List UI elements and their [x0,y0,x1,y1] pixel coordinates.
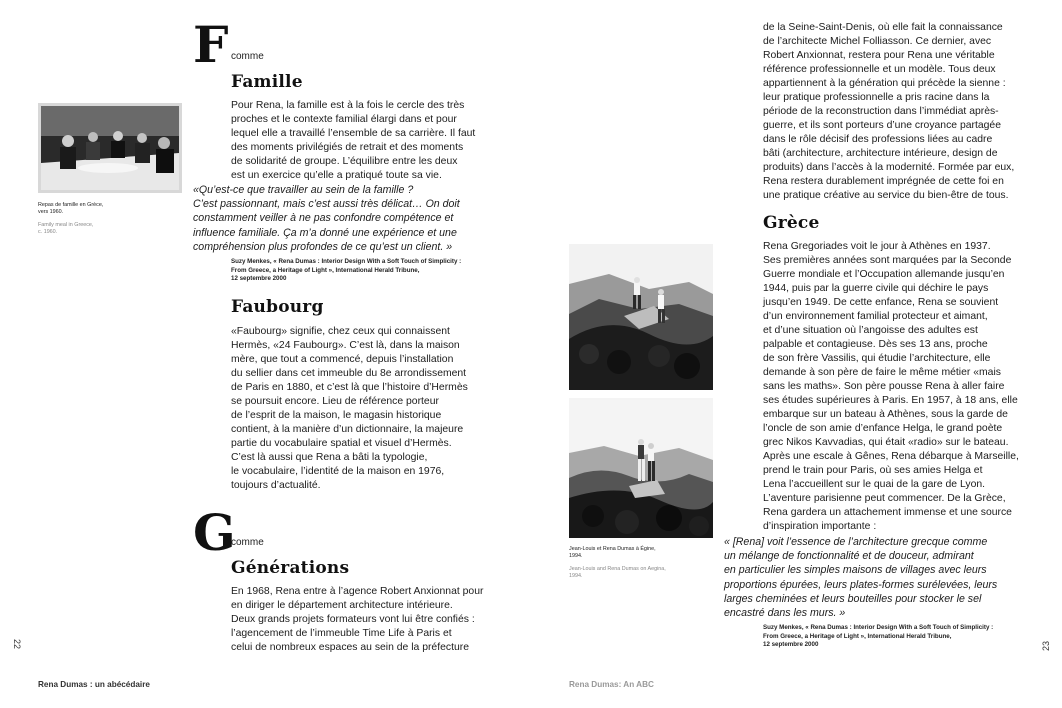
aegina-photo-caption-fr: Jean-Louis et Rena Dumas à Égine, 1994. [569,546,656,560]
letter-f: F [193,15,229,74]
comme-g: comme [231,537,264,548]
famille-text: Pour Rena, la famille est à la fois le cercle des très proches et le contexte familial élargi dans et pour lequel elle a travaillé l’ensemble de sa carrière. Il faut des moments privilégiés de retrait et des moments de solidarité de groupe. L’équilibre entre les deux est un exercice qu’elle a pratiqué toute sa vie. [231,100,476,181]
family-meal-photo [38,103,182,193]
right-page [531,0,1062,708]
aegina-photo-caption-en: Jean-Louis and Rena Dumas on Aegina, 1994. [569,566,666,580]
aegina-photo-top [569,244,713,390]
grece-quote: « [Rena] voit l’essence de l’architecture grecque comme un mélange de fonctionnalité et de douceur, admirant en particulier les simples maisons de villages avec leurs proportions épurées, leurs plates-formes surélevées, leurs larges cheminées et leurs bouteilles pour stocker le sel encastré dans les murs. » [724,536,998,620]
faubourg-heading: Faubourg [231,297,324,317]
generations-text: En 1968, Rena entre à l’agence Robert Anxionnat pour en diriger le département architecture intérieure. Deux grands projets formateurs vont lui être confiés : l’agencement de l’immeuble Time Life à Paris et celui de nombreux espaces au sein de la préfecture [231,586,484,653]
generations-heading: Générations [231,558,350,578]
page-number-right: 23 [1041,640,1051,651]
famille-quote-source: Suzy Menkes, « Rena Dumas : Interior Design With a Soft Touch of Simplicity : From Greece, a Heritage of Light », International Herald Tribune, 12 septembre 2000 [231,258,462,283]
faubourg-text: «Faubourg» signifie, chez ceux qui connaissent Hermès, «24 Faubourg». C’est là, dans la maison mère, que tout a commencé, depuis l’installation du sellier dans cet immeuble du 8e arrondissement de Paris en 1880, et c’est là que l’histoire d’Hermès se poursuit encore. Lieu de référence porteur de l’esprit de la maison, le magasin historique contient, à la manière d’un dictionnaire, la majeure partie du vocabulaire spatial et visuel d’Hermès. C’est là aussi que Rena a bâti la typologie, le vocabulaire, l’identité de la maison en 1976, toujours d’actualité. [231,326,468,491]
aegina-photo-bottom [569,398,713,538]
famille-quote: «Qu’est-ce que travailler au sein de la famille ? C’est passionnant, mais c’est aussi très délicat… On doit constamment veiller à ne pas confondre compétence et influence familiale. Ça m’a donné une expérience et une compréhension plus profondes de ce qu’est un client. » [193,184,460,253]
footer-right: Rena Dumas: An ABC [569,680,654,689]
grece-quote-source: Suzy Menkes, « Rena Dumas : Interior Design With a Soft Touch of Simplicity : From Greece, a Heritage of Light », International Herald Tribune, 12 septembre 2000 [763,624,994,649]
footer-left: Rena Dumas : un abécédaire [38,680,150,689]
letter-g: G [193,503,236,562]
family-photo-caption-en: Family meal in Greece, c. 1960. [38,222,94,236]
famille-heading: Famille [231,72,303,92]
grece-text: Rena Gregoriades voit le jour à Athènes en 1937. Ses premières années sont marquées par la Seconde Guerre mondiale et l’Occupation allemande jusqu’en 1944, puis par la guerre civile qui déchire le pays jusqu’en 1949. De cette enfance, Rena se souvient d’un environnement familial protecteur et aimant, et d’une situation où l’angoisse des adultes est palpable et contagieuse. Dès ses 13 ans, proche de son frère Vassilis, qui étudie l’architecture, elle demande à son père de faire le même métier «mais sans les maths». Son père pousse Rena à aller faire ses études supérieures à Paris. En 1957, à 18 ans, elle embarque sur un bateau à Athènes, sous la garde de l’oncle de son amie d’enfance Helga, le grand poète grec Nikos Kavvadias, qui était «radio» sur le bateau. Après une escale à Gênes, Rena débarque à Marseille, prend le train pour Paris, où ses amies Helga et Lena l’accueillent sur le quai de la gare de Lyon. L’aventure parisienne peut commencer. De la Grèce, Rena gardera un attachement immense et une source d’inspiration importante : [763,241,1019,532]
family-photo-caption-fr: Repas de famille en Grèce, vers 1960. [38,202,104,216]
comme-f: comme [231,51,264,62]
page-number-left: 22 [12,639,22,650]
grece-heading: Grèce [763,213,820,233]
generations-continued-text: de la Seine-Saint-Denis, où elle fait la connaissance de l’architecte Michel Folliasson. Ce dernier, avec Robert Anxionnat, restera pour Rena une véritable référence professionnelle et un modèle. Tous deux appartiennent à la génération qui précède la sienne : leur pratique professionnelle a pris racine dans la période de la reconstruction dans l’immédiat après- guerre, et ils sont porteurs d’une croyance partagée dans le rôle décisif des professions liées au cadre bâti (architecture, architecture intérieure, design de produits) dans l’accès à la modernité. Formée par eux, Rena restera durablement imprégnée de cette foi en une pratique créative au service du bien-être de tous. [763,22,1015,201]
